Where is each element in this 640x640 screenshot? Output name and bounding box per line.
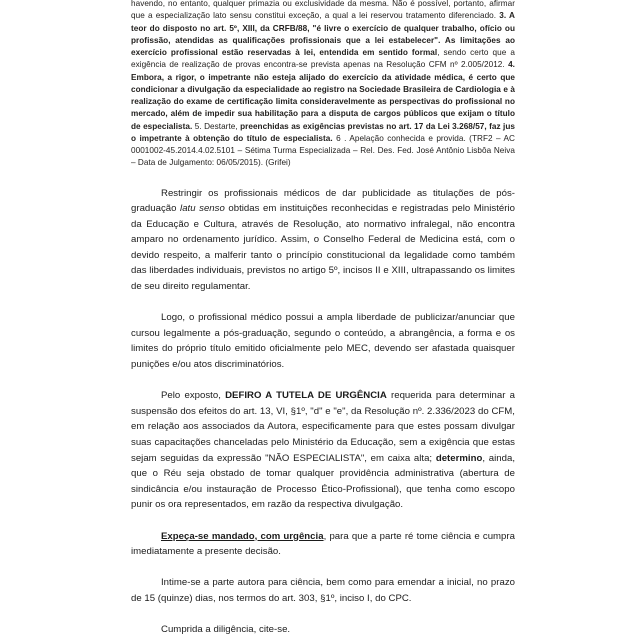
quote-line-2: havendo, no entanto, qualquer primazia ou exclusividade da mesma. Não é possível, portanto, (131, 0, 487, 8)
section-spacer-1 (131, 177, 515, 186)
quoted-jurisprudence-block (131, 0, 515, 170)
quote-paragraph (131, 0, 515, 170)
paragraph-restringir (131, 186, 515, 295)
restringir-italic-latu-senso: latu senso (180, 203, 225, 215)
paragraph-pelo-exposto (131, 388, 515, 513)
expeca-se-mandado-rest: , para que a parte ré tome ciência e cumpra imediatamente a presente decisão. (131, 530, 515, 558)
quote-item-4-bold: 4. Embora, a rigor, o impetrante não esteja alijado do exercício da atividade médica, é certo que condicionar a divulgação da especialidade ao registro na Sociedade Brasileira de Cardiologia e à realização do exame de certificação limita consideravelmente as perspectivas do profissional no mercado, além de impedir sua habilitação para a disputa de cargos públicos que exijam o título de especialista. (131, 60, 515, 131)
quote-item-3-plain: , sendo certo que a exigência de realização de provas encontra-se prevista apenas na Resolução CFM nº 2.005/2012. (131, 48, 515, 70)
paragraph-expeca-se-mandado (131, 529, 515, 560)
pelo-exposto-text-a: Pelo exposto, (161, 390, 226, 402)
quote-line-4-plain: diferenciado. (448, 11, 500, 21)
pelo-exposto-text-c: , ainda, que o Réu seja obstado de tomar qualquer providência administrativa (abertura de sindicância e/ou instauração de Processo Ético-Profissional), que tenha como escopo punir os ora representados, em razão da respectiva divulgação. (131, 452, 516, 511)
pelo-exposto-text-b: requerida para determinar a suspensão dos efeitos do art. 13, VI, §1º, "d" e "e", da Resolução nº. 2.336/2023 do CFM, em relação aos associados da Autora, especificamente para que estes possam divulgar suas capacitações chanceladas pelo Ministério da Educação, sem a exigência que estas sejam seguidas da expressão "NÃO ESPECIALISTA", em caixa alta; (131, 390, 515, 464)
quote-item-3-bold: 3. A teor do disposto no art. 5º, XIII, da CRFB/88, "é livre o exercício de qualquer trabalho, ofício ou profissão, atendidas as qualificações profissionais que a lei estabelecer". As limitações ao exercício profissional estão reservadas à lei, entendida em sentido formal (131, 11, 515, 57)
determino-bold: determino (435, 452, 483, 464)
logo-text: Logo, o profissional médico possui a ampla liberdade de publicizar/anunciar que cursou legalmente a pós-graduação, segundo o conteúdo, a abrangência, a forma e os limites do próprio título emitido oficialmente pelo MEC, devendo ser afastada quaisquer punições e/ou atos discriminatórios. (131, 312, 515, 371)
quote-line-3: afirmar que a especialização lato sensu constitui exceção, a qual a lei reservou tratamento (131, 0, 515, 21)
intime-se-text: Intime-se a parte autora para ciência, bem como para emendar a inicial, no prazo de 15 (quinze) dias, nos termos do art. 303, §1º, inciso I, do CPC. (131, 577, 515, 604)
defiro-tutela-urgencia-bold: DEFIRO A TUTELA DE URGÊNCIA (225, 390, 387, 402)
paragraph-intime-se (131, 575, 515, 606)
restringir-text-b: obtidas em instituições reconhecidas e registradas pelo Ministério da Educação e Cultura, através de Resolução, ato normativo infralegal, não encontra amparo no ordenamento jurídico. Assim, o Conselho Federal de Medicina está, com o devido respeito, a malferir tanto o princípio constitucional da legalidade como também das liberdades individuais, previstos no artigo 5º, incisos II e XIII, ultrapassando os limites de seu direito regulamentar. (131, 203, 515, 293)
cumprida-diligencia-text: Cumprida a diligência, cite-se. (161, 624, 291, 636)
paragraph-cumprida-diligencia (131, 622, 515, 638)
quote-item-6-plain: 6 . Apelação conhecida e provida. (TRF2 – AC 0001002-45.2014.4.02.5101 – Sétima Turma Especializada – Rel. Des. Fed. José Antônio Lisbôa Neiva – Data de Julgamento: 06/05/2015). (Grifei) (131, 133, 515, 168)
quote-item-5-plain: 5. Destarte, (192, 121, 241, 131)
paragraph-logo (131, 310, 515, 372)
restringir-text-a: Restringir os profissionais médicos de dar publicidade as titulações de pós-graduação (131, 187, 515, 215)
expeca-se-mandado-bold-underline: Expeça-se mandado, com urgência (161, 530, 324, 542)
quote-item-5-bold: preenchidas as exigências previstas no art. 17 da Lei 3.268/57, faz jus o impetrante à obtenção do título de especialista. (131, 121, 516, 143)
